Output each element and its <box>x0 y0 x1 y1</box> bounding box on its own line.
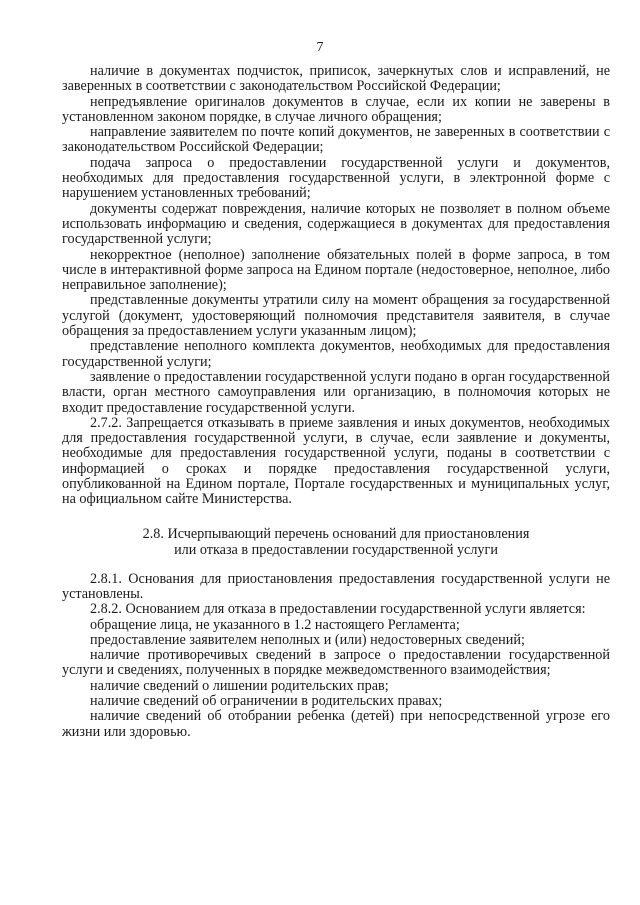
list-item: некорректное (неполное) заполнение обязательных полей в форме запроса, в том числе в интерактивной форме запроса на Едином портале (недостоверное, неполное, либо неправильное заполнение); <box>62 246 610 294</box>
refusal-ground: наличие сведений об ограничении в родительских правах; <box>90 692 443 709</box>
document-body <box>62 64 610 740</box>
list-item: направление заявителем по почте копий документов, не заверенных в соответствии с законодательством Российской Федерации; <box>62 124 610 156</box>
page-number: 7 <box>316 40 324 55</box>
refusal-ground: наличие сведений об отобрании ребенка (детей) при непосредственной угрозе его жизни или здоровью. <box>62 708 610 740</box>
list-item: документы содержат повреждения, наличие которых не позволяет в полном объеме использовать информацию и сведения, содержащиеся в документах для предоставления государственной услуги; <box>62 200 610 248</box>
clause-2-8-2: 2.8.2. Основанием для отказа в предоставлении государственной услуги является: <box>90 601 586 618</box>
list-item: заявление о предоставлении государственной услуги подано в орган государственной власти, орган местного самоуправления или организацию, в полномочия которых не входит предоставление государственной услуги. <box>62 368 610 416</box>
section-heading-line-2: или отказа в предоставлении государственной услуги <box>174 541 498 558</box>
section-heading-line-1: 2.8. Исчерпывающий перечень оснований для приостановления <box>142 525 530 542</box>
clause-2-7-2: 2.7.2. Запрещается отказывать в приеме заявления и иных документов, необходимых для предоставления государственной услуги, в случае, если заявление и документы, необходимые для предоставления государственной услуги, поданы в соответствии с информацией о сроках и порядке предоставления государственной услуги, опубликованной на Едином портале, Портале государственных и муниципальных услуг, на официальном сайте Министерства. <box>62 414 610 508</box>
list-item: подача запроса о предоставлении государственной услуги и документов, необходимых для предоставления государственной услуги, в электронной форме с нарушением установленных требований; <box>62 154 610 202</box>
section-heading <box>62 526 610 558</box>
list-item: представление неполного комплекта документов, необходимых для предоставления государственной услуги; <box>62 338 610 370</box>
list-item: наличие в документах подчисток, приписок, зачеркнутых слов и исправлений, не заверенных в соответствии с законодательством Российской Федерации; <box>62 63 610 95</box>
list-item: представленные документы утратили силу на момент обращения за государственной услугой (документ, удостоверяющий полномочия представителя заявителя, в случае обращения за предоставлением услуги указанным лицом); <box>62 292 610 340</box>
refusal-ground: наличие противоречивых сведений в запросе о предоставлении государственной услуги и сведениях, полученных в порядке межведомственного взаимодействия; <box>62 647 610 679</box>
clause-2-8-1: 2.8.1. Основания для приостановления предоставления государственной услуги не установлены. <box>62 570 610 602</box>
refusal-ground: предоставление заявителем неполных и (или) недостоверных сведений; <box>90 631 525 648</box>
refusal-ground: обращение лица, не указанного в 1.2 настоящего Регламента; <box>90 616 460 633</box>
list-item: непредъявление оригиналов документов в случае, если их копии не заверены в установленном законом порядке, в случае личного обращения; <box>62 93 610 125</box>
refusal-ground: наличие сведений о лишении родительских прав; <box>90 677 389 694</box>
